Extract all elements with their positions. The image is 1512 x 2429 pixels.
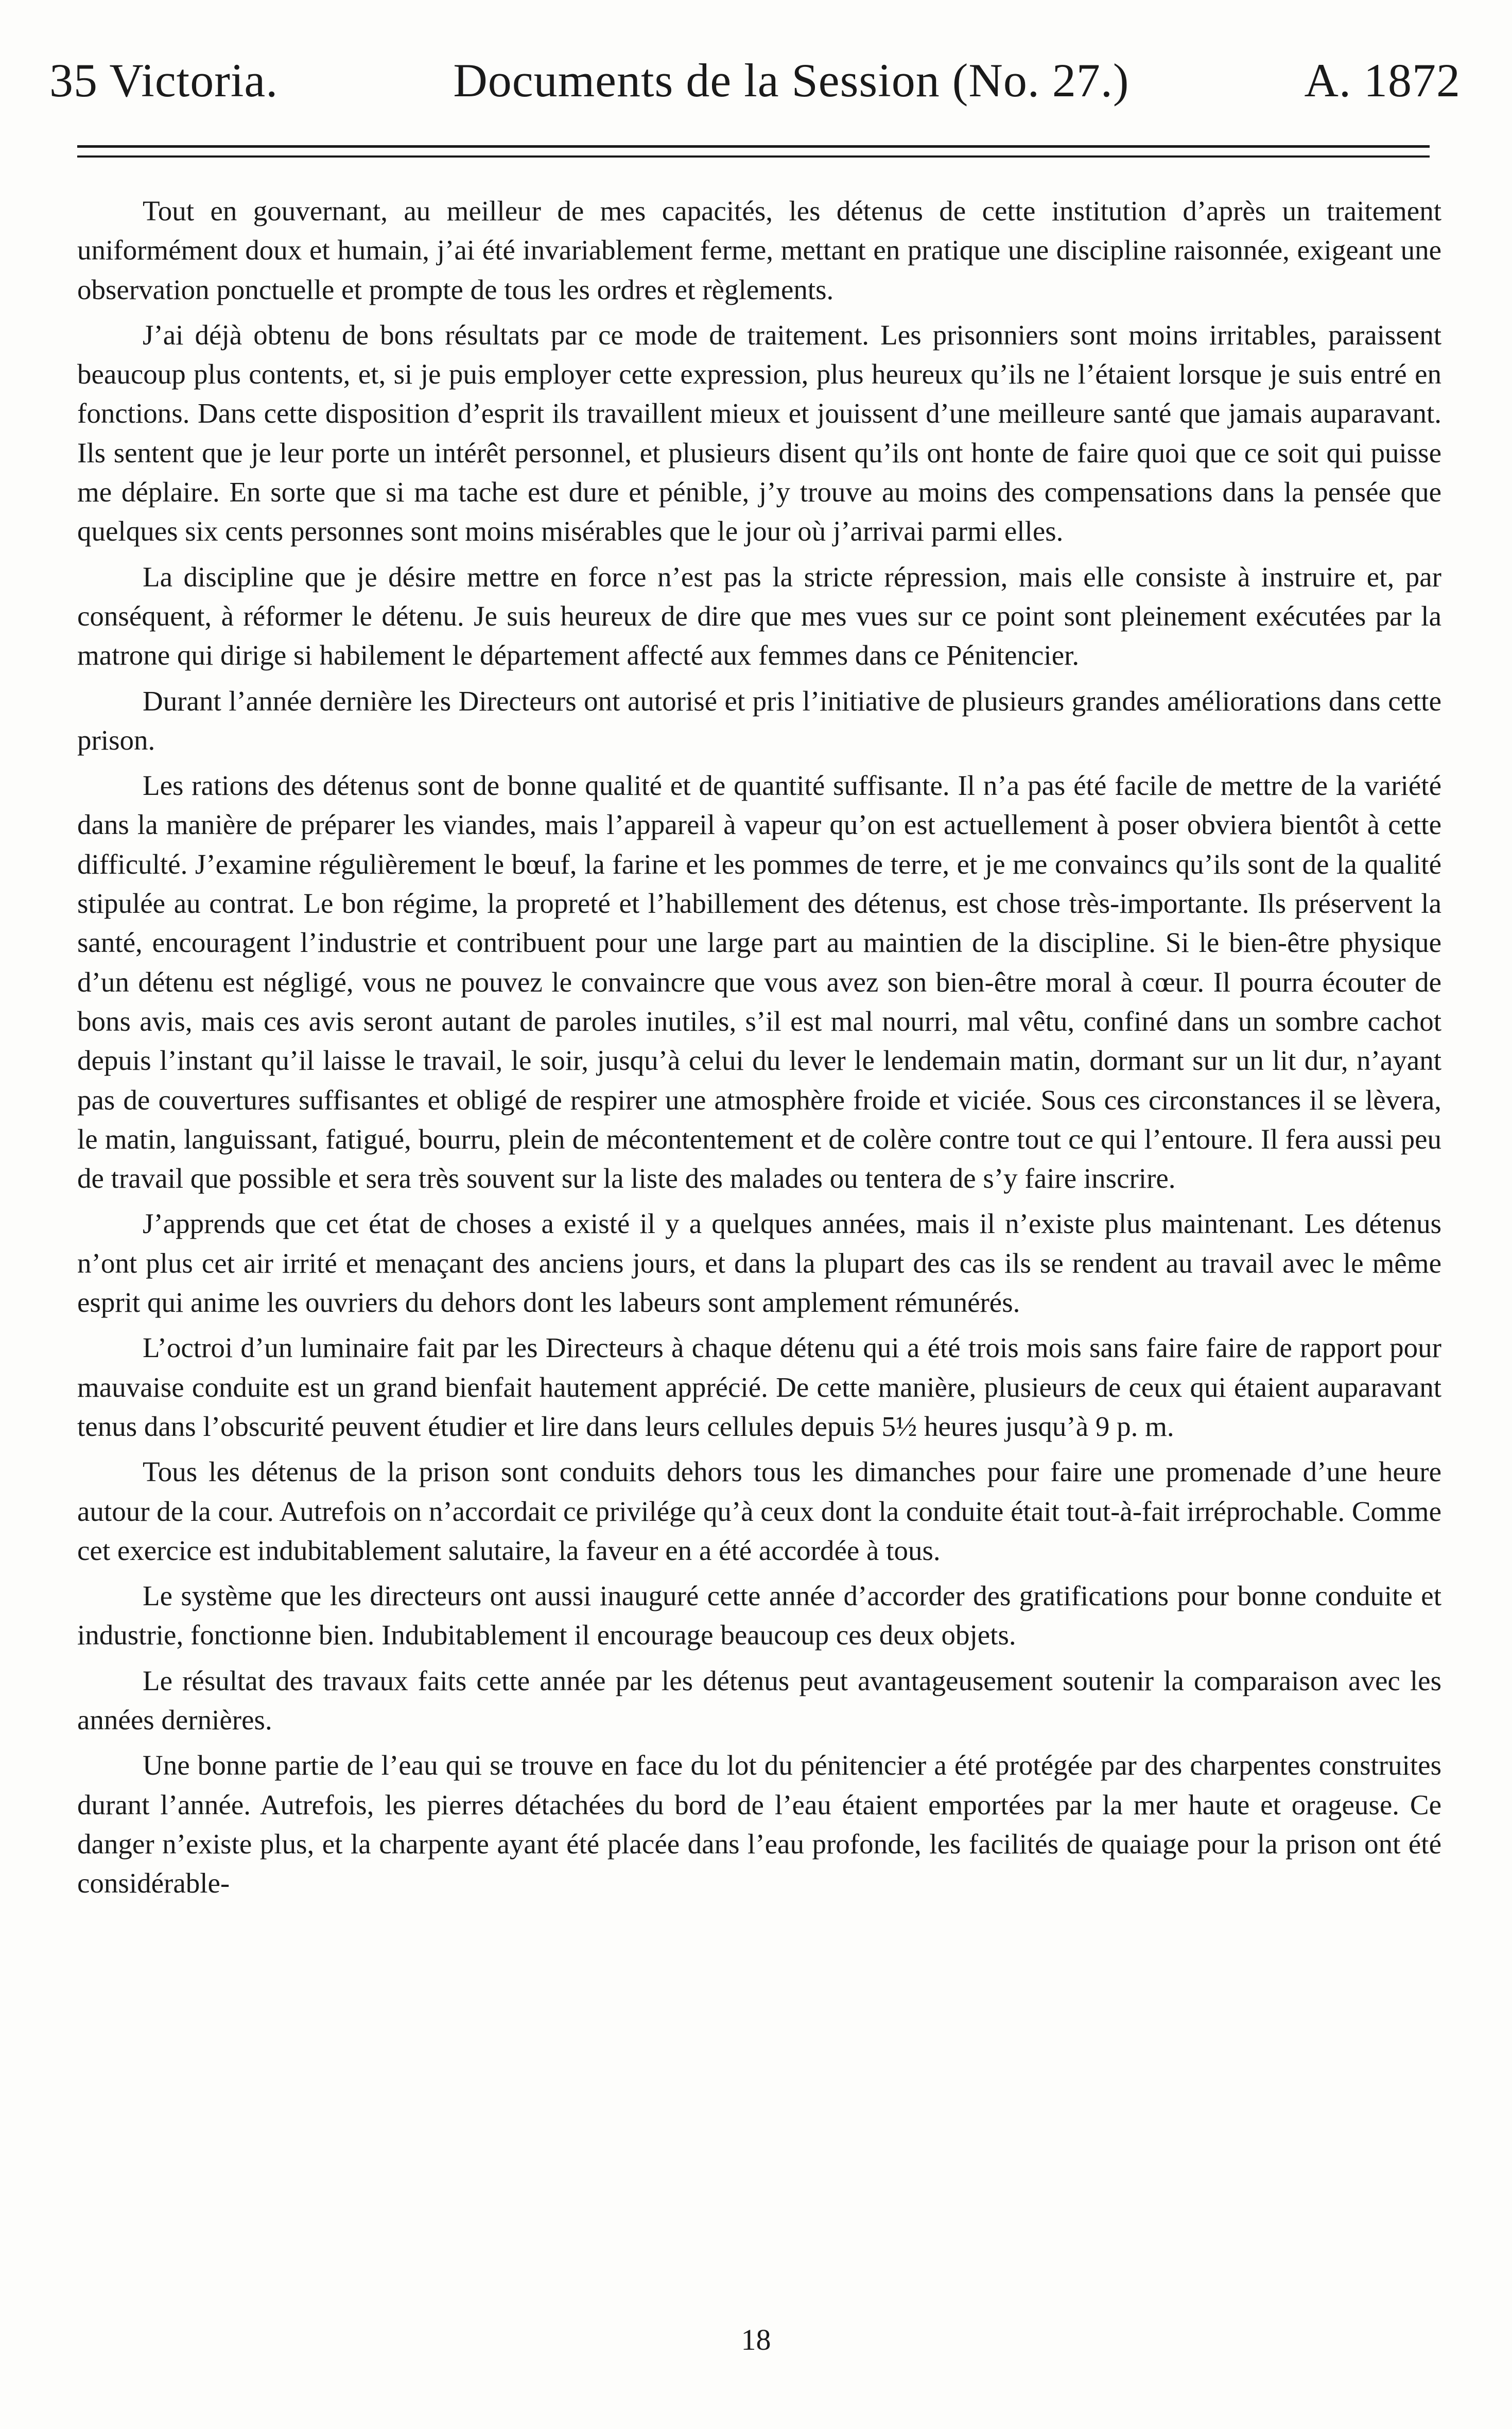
paragraph: J’ai déjà obtenu de bons résultats par ce mode de traitement. Les prisonniers sont moins irritables, paraissent beaucoup plus contents, et, si je puis employer cette expression, plus heureux qu’ils ne l’étaient lorsque je suis entré en fonctions. Dans cette disposition d’esprit ils travaillent mieux et jouissent d’une meilleure santé que jamais auparavant. Ils sentent que je leur porte un intérêt personnel, et plusieurs disent qu’ils ont honte de faire quoi que ce soit qui puisse me déplaire. En sorte que si ma tache est dure et pénible, j’y trouve au moins des compensations dans la pensée que quelques six cents personnes sont moins misérables que le jour où j’arrivai parmi elles. bbox=[77, 319, 1441, 547]
paragraph: Tous les détenus de la prison sont conduits dehors tous les dimanches pour faire une promenade d’une heure autour de la cour. Autrefois on n’accordait ce privilége qu’à ceux dont la conduite était tout-à-fait irréprochable. Comme cet exercice est indubitablement salutaire, la faveur en a été accordée à tous. bbox=[77, 1456, 1441, 1566]
header-rule-bottom bbox=[77, 155, 1430, 158]
header-rule-top bbox=[77, 145, 1430, 148]
page-number: 18 bbox=[741, 2323, 771, 2356]
paragraph: Une bonne partie de l’eau qui se trouve en face du lot du pénitencier a été protégée par des charpentes construites durant l’année. Autrefois, les pierres détachées du bord de l’eau étaient emportées par la mer haute et orageuse. Ce danger n’existe plus, et la charpente ayant été placée dans l’eau profonde, les facilités de quaiage pour la prison ont été considérable- bbox=[77, 1749, 1441, 1899]
paragraph: Tout en gouvernant, au meilleur de mes capacités, les détenus de cette institution d’après un traitement uniformément doux et humain, j’ai été invariablement ferme, mettant en pratique une discipline raisonnée, exigeant une observation ponctuelle et prompte de tous les ordres et règlements. bbox=[77, 195, 1441, 305]
paragraph: Le système que les directeurs ont aussi inauguré cette année d’accorder des gratifications pour bonne conduite et industrie, fonctionne bien. Indubitablement il encourage beaucoup ces deux objets. bbox=[77, 1580, 1441, 1651]
paragraph: La discipline que je désire mettre en force n’est pas la stricte répression, mais elle consiste à instruire et, par conséquent, à réformer le détenu. Je suis heureux de dire que mes vues sur ce point sont pleinement exécutées par la matrone qui dirige si habilement le département affecté aux femmes dans ce Pénitencier. bbox=[77, 561, 1441, 671]
paragraph: J’apprends que cet état de choses a existé il y a quelques années, mais il n’existe plus maintenant. Les détenus n’ont plus cet air irrité et menaçant des anciens jours, et dans la plupart des cas ils se rendent au travail avec le même esprit qui anime les ouvriers du dehors dont les labeurs sont amplement rémunérés. bbox=[77, 1208, 1441, 1318]
paragraph: L’octroi d’un luminaire fait par les Directeurs à chaque détenu qui a été trois mois sans faire faire de rapport pour mauvaise conduite est un grand bienfait hautement apprécié. De cette manière, plusieurs de ceux qui étaient auparavant tenus dans l’obscurité peuvent étudier et lire dans leurs cellules depuis 5½ heures jusqu’à 9 p. m. bbox=[77, 1332, 1441, 1442]
header-document-title: Documents de la Session (No. 27.) bbox=[453, 54, 1129, 107]
paragraph: Durant l’année dernière les Directeurs ont autorisé et pris l’initiative de plusieurs grandes améliorations dans cette prison. bbox=[77, 685, 1441, 756]
page-header bbox=[49, 49, 1461, 122]
header-session-year: 35 Victoria. bbox=[49, 54, 279, 107]
body-text bbox=[77, 192, 1441, 1909]
paragraph: Le résultat des travaux faits cette année par les détenus peut avantageusement soutenir la comparaison avec les années dernières. bbox=[77, 1664, 1441, 1736]
header-year-label: A. 1872 bbox=[1304, 54, 1461, 107]
paragraph: Les rations des détenus sont de bonne qualité et de quantité suffisante. Il n’a pas été facile de mettre de la variété dans la manière de préparer les viandes, mais l’appareil à vapeur qu’on est actuellement à poser obviera bientôt à cette difficulté. J’examine régulièrement le bœuf, la farine et les pommes de terre, et je me convaincs qu’ils sont de la qualité stipulée au contrat. Le bon régime, la propreté et l’habillement des détenus, est chose très-importante. Ils préservent la santé, encouragent l’industrie et contribuent pour une large part au maintien de la discipline. Si le bien-être physique d’un détenu est négligé, vous ne pouvez le convaincre que vous avez son bien-être moral à cœur. Il pourra écouter de bons avis, mais ces avis seront autant de paroles inutiles, s’il est mal nourri, mal vêtu, confiné dans un sombre cachot depuis l’instant qu’il laisse le travail, le soir, jusqu’à celui du lever le lendemain matin, dormant sur un lit dur, n’ayant pas de couvertures suffisantes et obligé de respirer une atmosphère froide et viciée. Sous ces circonstances il se lèvera, le matin, languissant, fatigué, bourru, plein de mécontentement et de colère contre tout ce qui l’entoure. Il fera aussi peu de travail que possible et sera très souvent sur la liste des malades ou tentera de s’y faire inscrire. bbox=[77, 770, 1441, 1194]
